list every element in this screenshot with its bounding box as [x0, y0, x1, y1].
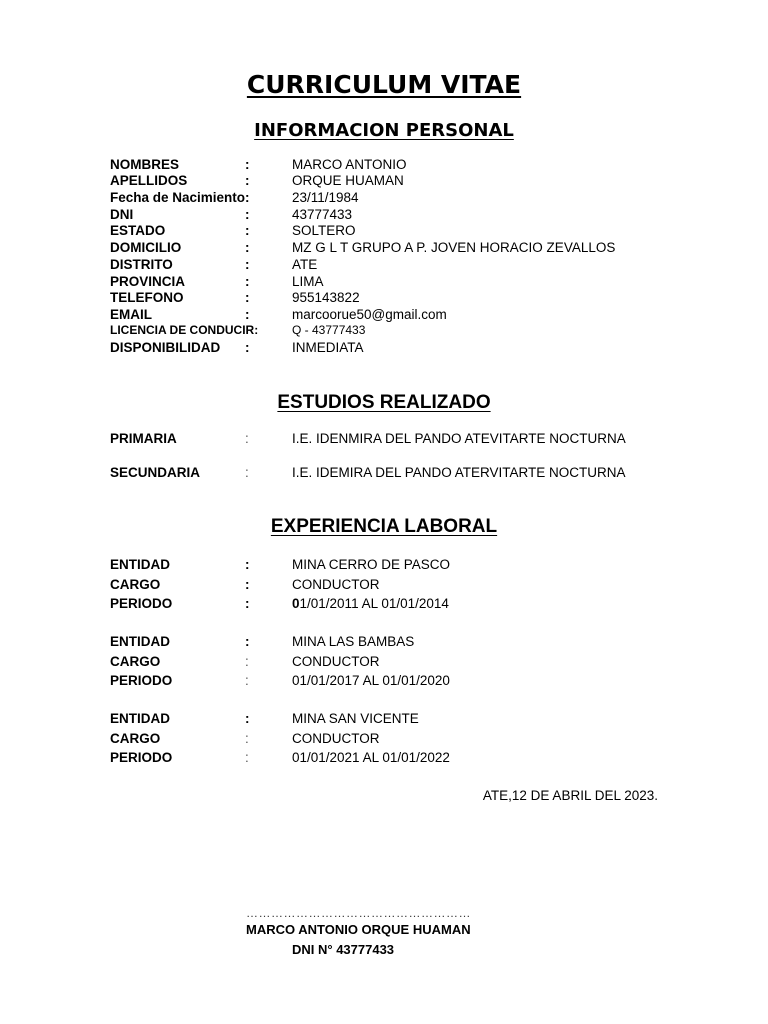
field-colon: : [245, 290, 250, 305]
field-value: 01/01/2021 AL 01/01/2022 [292, 750, 450, 765]
field-colon: : [245, 711, 250, 726]
field-colon: : [245, 634, 250, 649]
job-3-entity-row [0, 710, 768, 727]
signature-name: MARCO ANTONIO ORQUE HUAMAN [246, 922, 471, 937]
field-colon: : [245, 274, 250, 289]
field-colon: : [245, 557, 250, 572]
personal-row-provincia [0, 273, 768, 290]
field-label: ENTIDAD [110, 557, 170, 572]
field-value: 955143822 [292, 290, 360, 305]
field-colon: : [245, 731, 249, 746]
field-value: 01/01/2017 AL 01/01/2020 [292, 673, 450, 688]
field-value: MINA LAS BAMBAS [292, 634, 415, 649]
field-value: LIMA [292, 274, 324, 289]
field-label: ENTIDAD [110, 634, 170, 649]
personal-row-distrito [0, 256, 768, 273]
field-colon: : [245, 257, 250, 272]
field-label: DNI [110, 207, 134, 222]
field-label: APELLIDOS [110, 173, 188, 188]
field-value: MINA SAN VICENTE [292, 711, 419, 726]
field-label: NOMBRES [110, 157, 180, 172]
field-label: ENTIDAD [110, 711, 170, 726]
personal-row-disponibilidad [0, 339, 768, 356]
field-value: 23/11/1984 [292, 190, 359, 205]
field-value [292, 595, 449, 612]
field-colon: : [245, 173, 250, 188]
field-value: Q - 43777433 [292, 323, 366, 337]
field-colon: : [245, 307, 250, 322]
personal-row-dni [0, 206, 768, 223]
job-1-entity-row [0, 556, 768, 573]
field-colon: : [245, 157, 250, 172]
field-value: SOLTERO [292, 223, 356, 238]
field-label: CARGO [110, 654, 161, 669]
studies-row-secundaria [0, 464, 768, 481]
field-colon: : [245, 240, 250, 255]
field-colon: : [245, 596, 250, 611]
job-3-role-row [0, 730, 768, 747]
field-colon: : [245, 577, 250, 592]
field-label: EMAIL [110, 307, 152, 322]
field-label: PROVINCIA [110, 274, 186, 289]
field-colon: : [245, 750, 249, 765]
field-value: ATE [292, 257, 318, 272]
studies-row-primaria [0, 430, 768, 447]
field-label: CARGO [110, 577, 161, 592]
field-value: 43777433 [292, 207, 353, 222]
field-value: CONDUCTOR [292, 731, 380, 746]
field-value: MINA CERRO DE PASCO [292, 557, 451, 572]
field-colon: : [245, 190, 250, 205]
field-label: SECUNDARIA [110, 465, 201, 480]
job-2-entity-row [0, 633, 768, 650]
field-label: LICENCIA DE CONDUCIR: [110, 323, 259, 337]
personal-row-email [0, 306, 768, 323]
field-value: MARCO ANTONIO [292, 157, 407, 172]
field-value: ORQUE HUAMAN [292, 173, 404, 188]
job-1-role-row [0, 576, 768, 593]
field-label: TELEFONO [110, 290, 184, 305]
field-label: PERIODO [110, 596, 173, 611]
personal-row-nombres [0, 156, 768, 173]
field-value: I.E. IDEMIRA DEL PANDO ATERVITARTE NOCTURNA [292, 465, 626, 480]
field-value: CONDUCTOR [292, 654, 380, 669]
date-line: ATE,12 DE ABRIL DEL 2023. [482, 788, 658, 803]
field-label: DISTRITO [110, 257, 173, 272]
field-label: ESTADO [110, 223, 166, 238]
field-colon: : [245, 465, 249, 480]
field-value: I.E. IDENMIRA DEL PANDO ATEVITARTE NOCTURNA [292, 431, 626, 446]
personal-row-fecha-nacimiento [0, 189, 768, 206]
field-colon: : [245, 223, 250, 238]
personal-row-telefono [0, 289, 768, 306]
section-personal-heading: INFORMACION PERSONAL [254, 120, 514, 141]
field-value: CONDUCTOR [292, 577, 380, 592]
field-label: DISPONIBILIDAD [110, 340, 221, 355]
field-colon: : [245, 654, 249, 669]
field-value: MZ G L T GRUPO A P. JOVEN HORACIO ZEVALLOS [292, 240, 616, 255]
field-label: Fecha de Nacimiento [110, 190, 246, 205]
personal-row-domicilio [0, 239, 768, 256]
personal-row-apellidos [0, 172, 768, 189]
email-value: marcoorue50@gmail.com [292, 307, 447, 322]
signature-line: ……………………………………………… [246, 906, 471, 920]
personal-row-licencia [0, 322, 768, 339]
signature-dni: DNI N° 43777433 [292, 942, 395, 957]
field-label: PRIMARIA [110, 431, 177, 446]
job-1-period-row [0, 595, 768, 612]
field-colon: : [245, 207, 250, 222]
document-title: CURRICULUM VITAE [246, 70, 522, 99]
field-label: DOMICILIO [110, 240, 182, 255]
field-label: CARGO [110, 731, 161, 746]
job-2-period-row [0, 672, 768, 689]
period-rest: 1/01/2011 AL 01/01/2014 [299, 596, 449, 611]
field-label: PERIODO [110, 750, 173, 765]
section-experience-heading: EXPERIENCIA LABORAL [270, 516, 498, 537]
field-colon: : [245, 340, 250, 355]
job-2-role-row [0, 653, 768, 670]
period-first-char: 0 [292, 596, 300, 611]
personal-row-estado [0, 222, 768, 239]
section-studies-heading: ESTUDIOS REALIZADO [277, 392, 491, 413]
field-colon: : [245, 431, 249, 446]
field-label: PERIODO [110, 673, 173, 688]
field-colon: : [245, 673, 249, 688]
field-value: INMEDIATA [292, 340, 364, 355]
job-3-period-row [0, 749, 768, 766]
